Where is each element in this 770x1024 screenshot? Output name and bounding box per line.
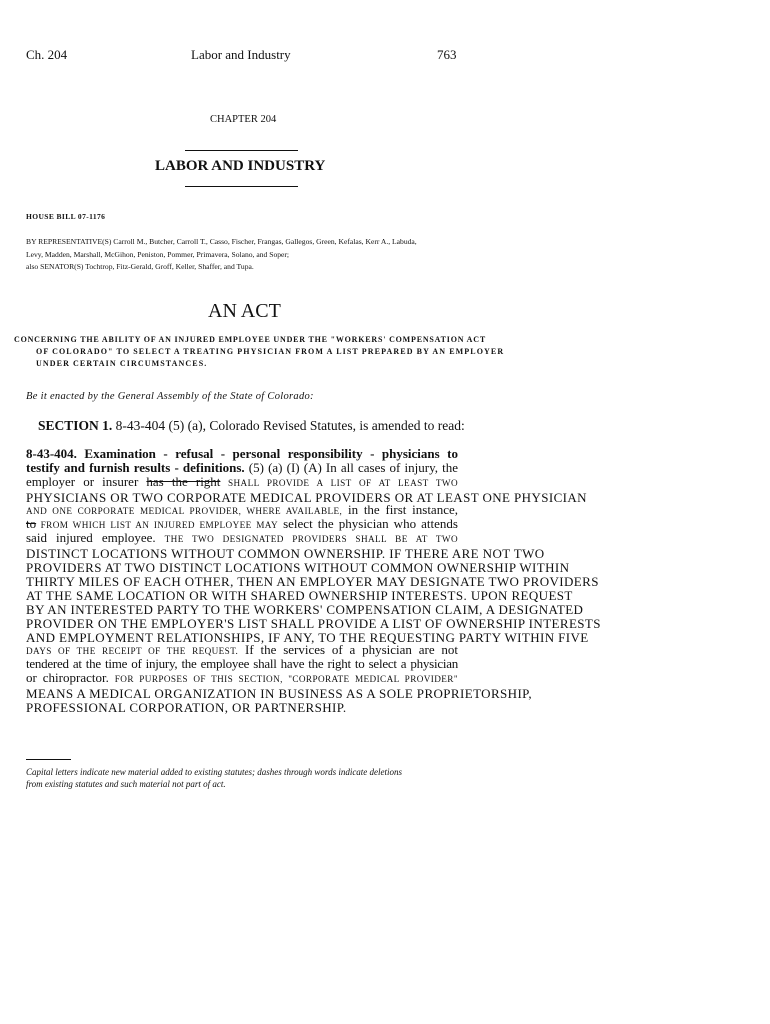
body-line-14: AND EMPLOYMENT RELATIONSHIPS, IF ANY, TO THE REQUESTING PARTY WITHIN FIVE xyxy=(26,630,589,645)
footnote-line-1: Capital letters indicate new material added to existing statutes; dashes through words indicate deletions xyxy=(26,767,403,777)
body-line-5-caps: AND ONE CORPORATE MEDICAL PROVIDER, WHERE AVAILABLE, xyxy=(26,506,343,516)
concerning-line-3: UNDER CERTAIN CIRCUMSTANCES. xyxy=(36,359,208,368)
concerning-line-1: CONCERNING THE ABILITY OF AN INJURED EMPLOYEE UNDER THE "WORKERS' COMPENSATION ACT xyxy=(14,335,486,344)
body-line-9: PROVIDERS AT TWO DISTINCT LOCATIONS WITHOUT COMMON OWNERSHIP WITHIN xyxy=(26,560,570,575)
body-line-13: PROVIDER ON THE EMPLOYER'S LIST SHALL PROVIDE A LIST OF OWNERSHIP INTERESTS xyxy=(26,616,601,631)
body-line-7-caps: THE TWO DESIGNATED PROVIDERS SHALL BE AT TWO xyxy=(164,534,458,544)
body-line-7 xyxy=(26,530,458,546)
header-title: Labor and Industry xyxy=(191,47,291,62)
enacting-clause: Be it enacted by the General Assembly of the State of Colorado: xyxy=(26,391,314,402)
body-line-17-a: or chiropractor. xyxy=(26,670,115,685)
body-line-6-rest: select the physician who attends xyxy=(278,516,458,531)
body-line-3-a: employer or insurer xyxy=(26,474,147,489)
body-line-17 xyxy=(26,670,458,686)
body-line-7-a: said injured employee. xyxy=(26,530,165,545)
body-line-15-rest: If the services of a physician are not xyxy=(238,642,459,657)
chapter-label: CHAPTER 204 xyxy=(210,114,277,125)
section-label: SECTION 1. xyxy=(38,418,113,433)
header-page-number: 763 xyxy=(437,47,457,62)
body-line-1: 8-43-404. Examination - refusal - personal responsibility - physicians to xyxy=(26,446,458,461)
body-line-11: AT THE SAME LOCATION OR WITH SHARED OWNERSHIP INTERESTS. UPON REQUEST xyxy=(26,588,573,603)
footnote-rule xyxy=(26,759,71,760)
sponsors-line-3: also SENATOR(S) Tochtrop, Fitz-Gerald, Groff, Keller, Shaffer, and Tupa. xyxy=(26,262,254,271)
body-line-6-caps: FROM WHICH LIST AN INJURED EMPLOYEE MAY xyxy=(36,520,278,530)
body-line-2-bold: testify and furnish results - definitions. xyxy=(26,460,245,475)
body-line-3-caps: SHALL PROVIDE A LIST OF AT LEAST TWO xyxy=(220,478,458,488)
concerning-line-2: OF COLORADO" TO SELECT A TREATING PHYSICIAN FROM A LIST PREPARED BY AN EMPLOYER xyxy=(36,347,505,356)
section-text: 8-43-404 (5) (a), Colorado Revised Statutes, is amended to read: xyxy=(115,418,465,433)
body-line-2-rest: (5) (a) (I) (A) In all cases of injury, the xyxy=(244,460,458,475)
body-line-19: PROFESSIONAL CORPORATION, OR PARTNERSHIP. xyxy=(26,700,347,715)
body-line-6-deleted: to xyxy=(26,516,37,531)
footnote-line-2: from existing statutes and such material not part of act. xyxy=(26,779,226,789)
sponsors-line-1: BY REPRESENTATIVE(S) Carroll M., Butcher, Carroll T., Casso, Fischer, Frangas, Gallegos, Green, Kefalas, Kerr A., Labuda, xyxy=(26,237,417,246)
body-line-15-caps: DAYS OF THE RECEIPT OF THE REQUEST. xyxy=(26,646,239,656)
page-title: LABOR AND INDUSTRY xyxy=(155,158,326,174)
body-line-4: PHYSICIANS OR TWO CORPORATE MEDICAL PROVIDERS OR AT LEAST ONE PHYSICIAN xyxy=(26,490,587,505)
body-line-10: THIRTY MILES OF EACH OTHER, THEN AN EMPLOYER MAY DESIGNATE TWO PROVIDERS xyxy=(26,574,599,589)
body-line-3 xyxy=(26,474,458,490)
act-heading: AN ACT xyxy=(208,300,281,322)
body-line-5-rest: in the first instance, xyxy=(342,502,458,517)
body-line-12: BY AN INTERESTED PARTY TO THE WORKERS' COMPENSATION CLAIM, A DESIGNATED xyxy=(26,602,584,617)
body-line-8: DISTINCT LOCATIONS WITHOUT COMMON OWNERSHIP. IF THERE ARE NOT TWO xyxy=(26,546,545,561)
title-rule-top xyxy=(185,150,298,151)
sponsors-line-2: Levy, Madden, Marshall, McGihon, Peniston, Pommer, Primavera, Solano, and Soper; xyxy=(26,250,290,259)
body-line-3-deleted: has the right xyxy=(146,474,221,489)
body-line-16: tendered at the time of injury, the employee shall have the right to select a physician xyxy=(26,656,458,671)
bill-number: HOUSE BILL 07-1176 xyxy=(26,212,106,221)
body-line-18: MEANS A MEDICAL ORGANIZATION IN BUSINESS AS A SOLE PROPRIETORSHIP, xyxy=(26,686,533,701)
section-heading xyxy=(38,418,465,434)
header-chapter: Ch. 204 xyxy=(26,47,68,62)
body-line-17-caps: FOR PURPOSES OF THIS SECTION, "CORPORATE MEDICAL PROVIDER" xyxy=(114,674,458,684)
title-rule-bottom xyxy=(185,186,298,187)
